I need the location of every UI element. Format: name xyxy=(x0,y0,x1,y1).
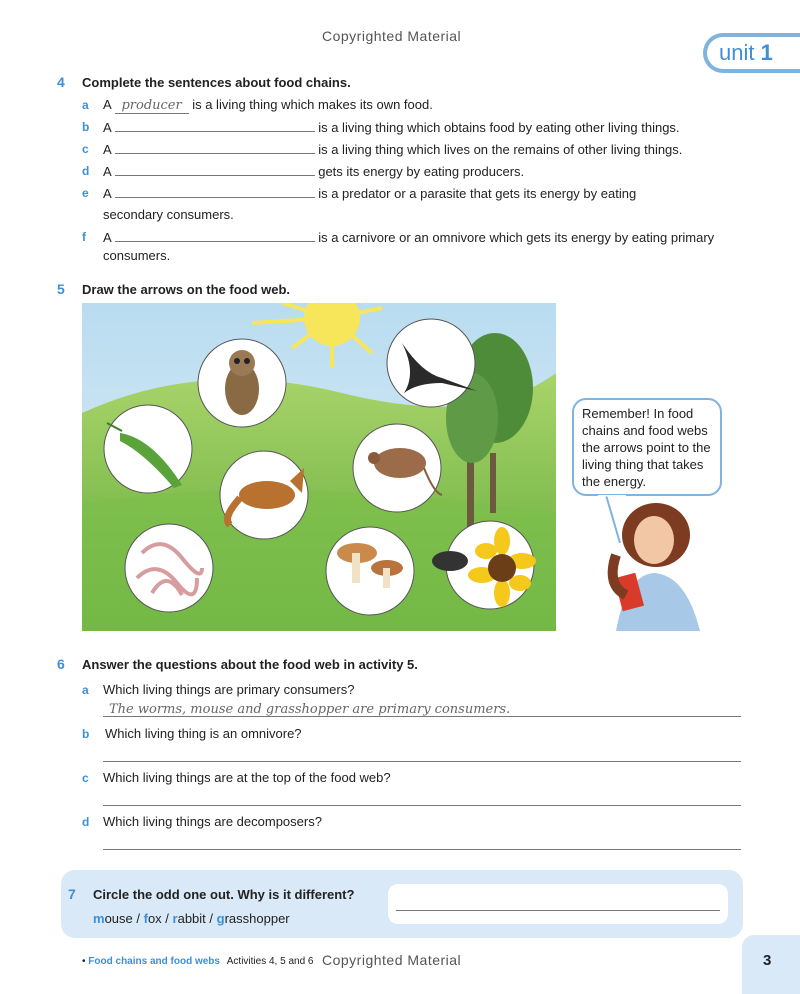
option-grasshopper[interactable] xyxy=(217,911,290,926)
activity-7-number: 7 xyxy=(68,886,76,902)
activity-4-item-d xyxy=(103,163,524,179)
question-c-text: Which living things are at the top of the food web? xyxy=(103,770,391,785)
header-copyright: Copyrighted Material xyxy=(322,28,462,44)
unit-tab xyxy=(703,33,800,73)
odd-one-out-options xyxy=(93,911,290,926)
mouse-icon xyxy=(353,424,442,512)
item-text: is a predator or a parasite that gets its energy by eating xyxy=(318,186,637,201)
item-text: is a living thing which makes its own food. xyxy=(192,97,433,112)
question-a-text: Which living things are primary consumers? xyxy=(103,682,355,697)
item-text: is a living thing which obtains food by eating other living things. xyxy=(318,120,680,135)
activity-7-answer-box[interactable] xyxy=(388,884,728,924)
food-web-illustration xyxy=(82,303,556,631)
answer-blank[interactable] xyxy=(115,185,315,198)
separator: / xyxy=(132,911,144,926)
item-letter: b xyxy=(82,120,90,134)
answer-line-d[interactable] xyxy=(103,834,741,850)
separator: / xyxy=(161,911,173,926)
activity-5-number: 5 xyxy=(57,281,65,297)
option-rest: rasshopper xyxy=(224,911,290,926)
footer-reference xyxy=(82,956,313,967)
activity-4-item-e xyxy=(103,185,636,201)
answer-line-b[interactable] xyxy=(103,746,741,762)
answer-blank[interactable] xyxy=(115,163,315,176)
girl-illustration xyxy=(596,495,720,631)
reminder-bubble: Remember! In food chains and food webs the arrows point to the living thing that takes the energy. xyxy=(572,398,722,496)
answer-line-a[interactable]: The worms, mouse and grasshopper are primary consumers. xyxy=(103,702,741,717)
question-letter: b xyxy=(82,727,90,741)
activity-4-item-b xyxy=(103,119,680,135)
item-prefix: A xyxy=(103,142,111,157)
question-b-text: Which living thing is an omnivore? xyxy=(105,726,302,741)
footer-bullet: • xyxy=(82,956,86,967)
answer-blank[interactable]: producer xyxy=(115,99,189,114)
item-letter: e xyxy=(82,186,89,200)
footer-copyright: Copyrighted Material xyxy=(322,952,462,968)
item-letter: f xyxy=(82,230,86,244)
option-initial: m xyxy=(93,911,105,926)
answer-blank[interactable] xyxy=(115,119,315,132)
worms-icon xyxy=(125,524,213,612)
option-mouse[interactable] xyxy=(93,911,133,926)
answer-line-c[interactable] xyxy=(103,790,741,806)
item-letter: a xyxy=(82,98,89,112)
activity-6-number: 6 xyxy=(57,656,65,672)
item-letter: d xyxy=(82,164,90,178)
item-prefix: A xyxy=(103,164,111,179)
option-rest: abbit xyxy=(177,911,206,926)
unit-number: 1 xyxy=(760,40,773,65)
question-letter: a xyxy=(82,683,89,697)
item-continuation: consumers. xyxy=(103,248,171,263)
answer-line xyxy=(396,910,720,911)
footer-topic: Food chains and food webs xyxy=(88,956,220,967)
item-prefix: A xyxy=(103,230,111,245)
separator: / xyxy=(205,911,217,926)
activity-4-number: 4 xyxy=(57,74,65,90)
owl-icon xyxy=(198,339,286,427)
option-rest: ox xyxy=(147,911,162,926)
item-text: is a living thing which lives on the remains of other living things. xyxy=(318,142,683,157)
activity-4-item-a xyxy=(103,97,433,114)
answer-blank[interactable] xyxy=(115,229,315,242)
option-initial: g xyxy=(216,911,225,926)
grasshopper-icon xyxy=(104,405,192,493)
option-rest: ouse xyxy=(104,911,133,926)
food-web-scene xyxy=(82,303,556,631)
activity-5-instruction: Draw the arrows on the food web. xyxy=(82,282,291,297)
activity-4-item-f xyxy=(103,229,714,245)
activity-4-instruction: Complete the sentences about food chains. xyxy=(82,75,351,90)
item-letter: c xyxy=(82,142,89,156)
answer-blank[interactable] xyxy=(115,141,315,154)
question-letter: c xyxy=(82,771,89,785)
item-text: gets its energy by eating producers. xyxy=(318,164,525,179)
option-initial: f xyxy=(143,911,148,926)
unit-label: unit xyxy=(719,40,755,65)
question-letter: d xyxy=(82,815,90,829)
fox-icon xyxy=(220,451,308,539)
item-prefix: A xyxy=(103,120,111,135)
girl-icon xyxy=(596,495,720,631)
page-number: 3 xyxy=(763,952,772,969)
option-initial: r xyxy=(172,911,178,926)
item-prefix: A xyxy=(103,97,111,112)
option-rabbit[interactable] xyxy=(173,911,206,926)
activity-7-instruction: Circle the odd one out. Why is it different? xyxy=(93,887,355,902)
question-d-text: Which living things are decomposers? xyxy=(103,814,322,829)
item-text: is a carnivore or an omnivore which gets its energy by eating primary xyxy=(318,230,715,245)
item-continuation: secondary consumers. xyxy=(103,207,234,222)
mushrooms-icon xyxy=(326,527,414,615)
activity-6-instruction: Answer the questions about the food web in activity 5. xyxy=(82,657,418,672)
item-prefix: A xyxy=(103,186,111,201)
activity-4-item-c xyxy=(103,141,682,157)
footer-activities: Activities 4, 5 and 6 xyxy=(226,956,314,967)
option-fox[interactable] xyxy=(144,911,162,926)
